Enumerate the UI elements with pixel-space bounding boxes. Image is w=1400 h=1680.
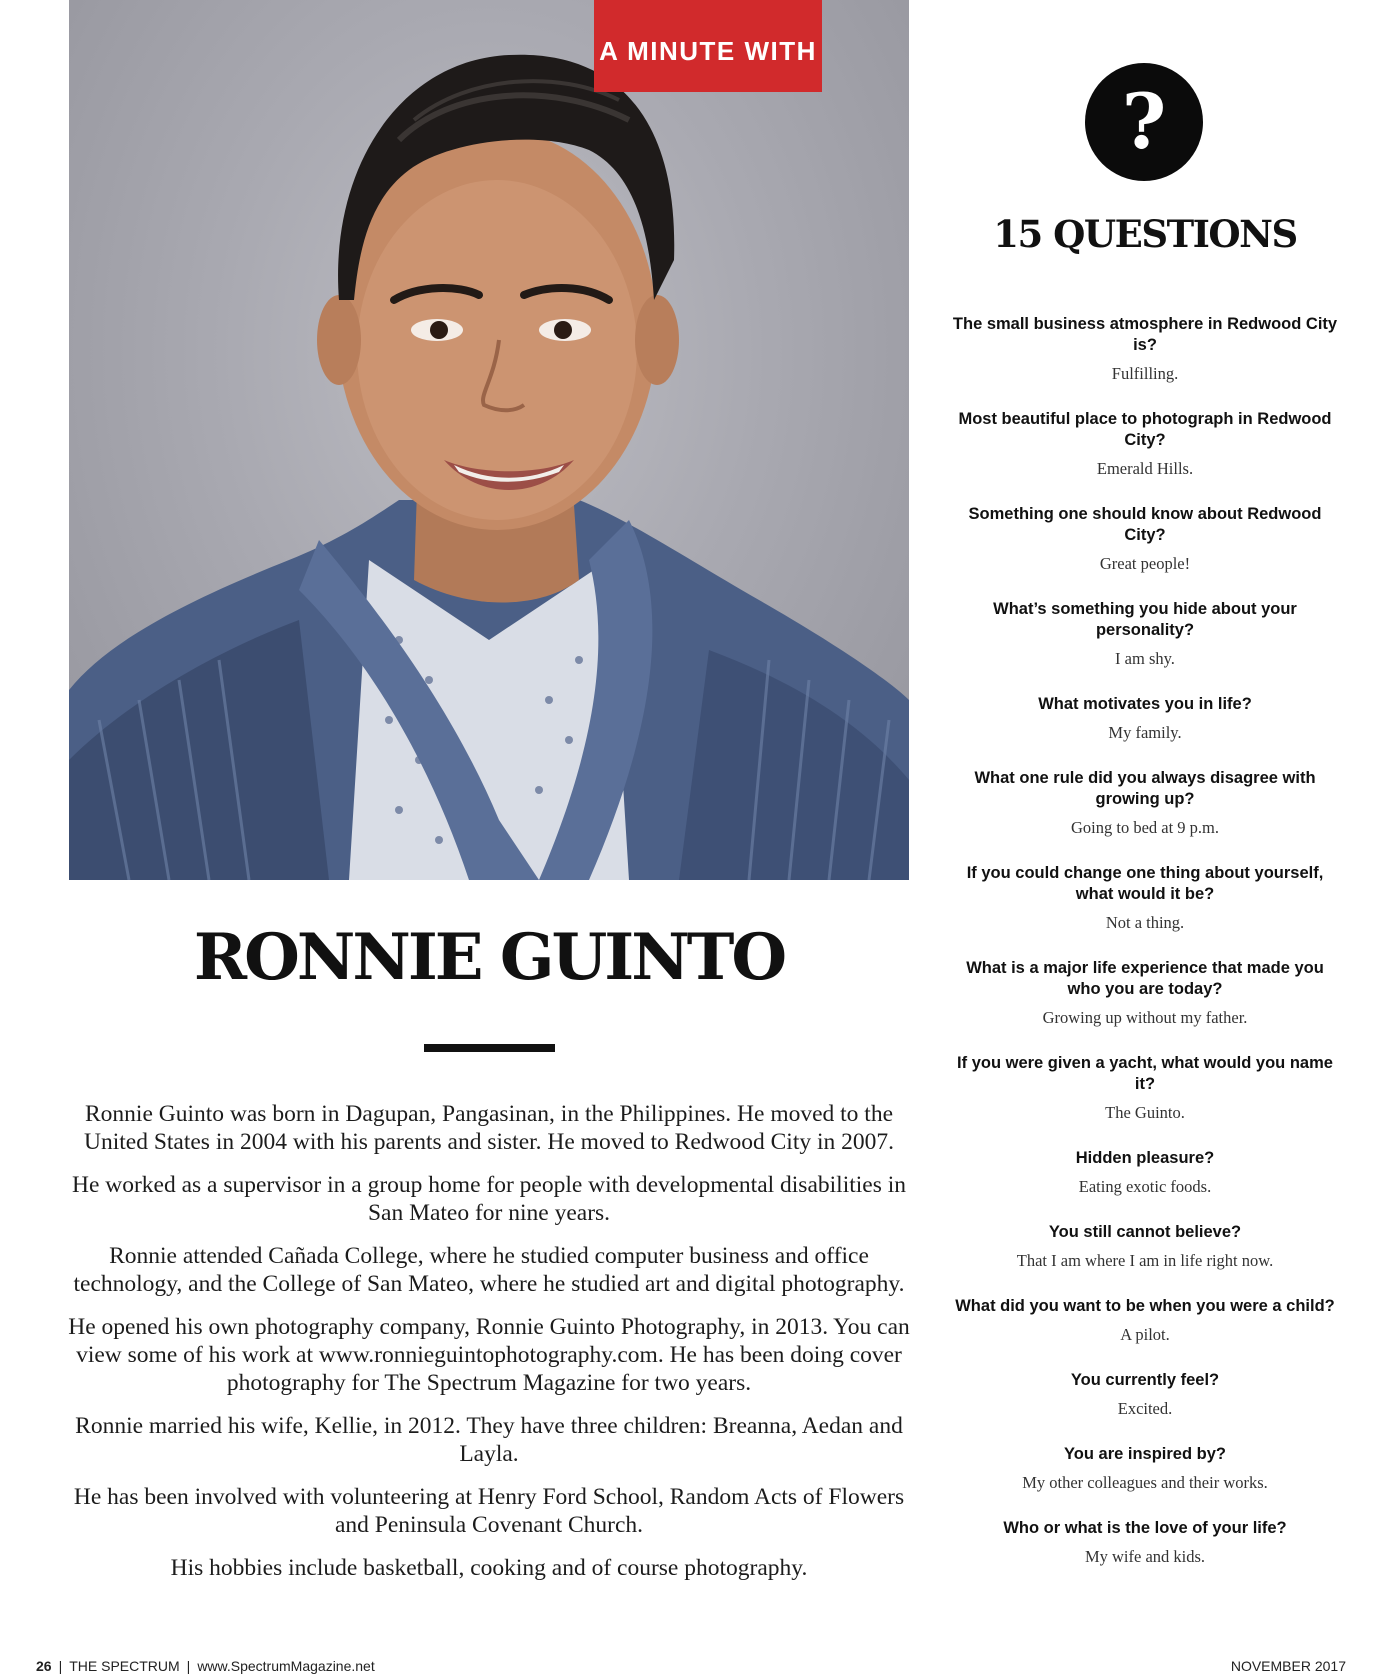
answer-text: The Guinto. [1105,1103,1185,1122]
answer-text: Fulfilling. [1111,364,1179,383]
bio-paragraph: Ronnie attended Cañada College, where he studied computer business and office technology, and the College of San Mateo, where he studied art and digital photography. [73,1243,905,1297]
answer-text: My wife and kids. [1084,1547,1206,1566]
question-text: You are inspired by? [1064,1445,1226,1463]
bio-text [64,1100,914,1597]
website-link[interactable]: www.SpectrumMagazine.net [197,1658,375,1674]
answer-text: Eating exotic foods. [1078,1177,1212,1196]
question-text: The small business atmosphere in Redwood City is? [952,315,1338,354]
portrait-photo [69,0,909,880]
page-footer [36,1658,375,1674]
question-mark-icon: ? [1085,63,1203,181]
answer-text: Growing up without my father. [1042,1008,1248,1027]
question-text: If you were given a yacht, what would you name it? [957,1054,1333,1093]
question-text: What is a major life experience that made you who you are today? [966,959,1324,998]
question-text: Something one should know about Redwood City? [968,505,1322,544]
qa-item [930,958,1360,1028]
answer-text: Going to bed at 9 p.m. [1070,818,1220,837]
answer-text: Not a thing. [1105,913,1185,932]
qa-item [930,1518,1360,1567]
qa-item [930,1148,1360,1197]
question-text: What did you want to be when you were a child? [955,1297,1335,1315]
qa-item [930,1444,1360,1493]
qa-item [930,768,1360,838]
question-text: Hidden pleasure? [1075,1149,1215,1167]
bio-paragraph: He has been involved with volunteering at Henry Ford School, Random Acts of Flowers and Peninsula Covenant Church. [73,1484,905,1538]
questions-title: 15 QUESTIONS [993,212,1297,256]
qa-item [930,1222,1360,1271]
profile-name: RONNIE GUINTO [193,920,785,995]
qa-item [930,314,1360,384]
bio-paragraph: His hobbies include basketball, cooking and of course photography. [170,1555,808,1581]
bio-paragraph: He worked as a supervisor in a group home for people with developmental disabilities in San Mateo for nine years. [71,1172,907,1226]
bio-paragraph: Ronnie married his wife, Kellie, in 2012. They have three children: Breanna, Aedan and Layla. [75,1413,903,1467]
answer-text: Emerald Hills. [1096,459,1194,478]
qa-item [930,694,1360,743]
qa-item [930,409,1360,479]
qa-item [930,599,1360,669]
qa-item [930,863,1360,933]
publication-name: THE SPECTRUM [69,1658,180,1674]
question-text: You currently feel? [1070,1371,1220,1389]
questions-list [930,314,1360,1592]
question-text: You still cannot believe? [1048,1223,1242,1241]
section-kicker: A MINUTE WITH [594,0,822,92]
qa-item [930,504,1360,574]
question-text: Most beautiful place to photograph in Redwood City? [958,410,1332,449]
question-text: What motivates you in life? [1038,695,1252,713]
footer-separator: | [58,1658,63,1674]
qa-item [930,1296,1360,1345]
answer-text: A pilot. [1120,1325,1170,1344]
question-text: Who or what is the love of your life? [1003,1519,1287,1537]
question-text: If you could change one thing about yourself, what would it be? [966,864,1324,903]
answer-text: My other colleagues and their works. [1022,1473,1268,1492]
question-text: What’s something you hide about your personality? [993,600,1297,639]
answer-text: My family. [1108,723,1182,742]
portrait-illustration [69,0,909,880]
qa-item [930,1370,1360,1419]
issue-date: NOVEMBER 2017 [1230,1658,1346,1674]
answer-text: That I am where I am in life right now. [1016,1251,1274,1270]
page-number: 26 [36,1658,52,1674]
bio-paragraph: Ronnie Guinto was born in Dagupan, Pangasinan, in the Philippines. He moved to the United States in 2004 with his parents and sister. He moved to Redwood City in 2007. [83,1101,895,1155]
answer-text: Great people! [1099,554,1191,573]
bio-paragraph: He opened his own photography company, Ronnie Guinto Photography, in 2013. You can view some of his work at www.ronnieguintophotography.com. He has been doing cover photography for The Spectrum Magazine for two years. [68,1314,910,1396]
answer-text: Excited. [1117,1399,1173,1418]
footer-separator: | [186,1658,191,1674]
question-text: What one rule did you always disagree with growing up? [974,769,1316,808]
answer-text: I am shy. [1115,649,1175,668]
qa-item [930,1053,1360,1123]
name-divider [424,1044,555,1052]
